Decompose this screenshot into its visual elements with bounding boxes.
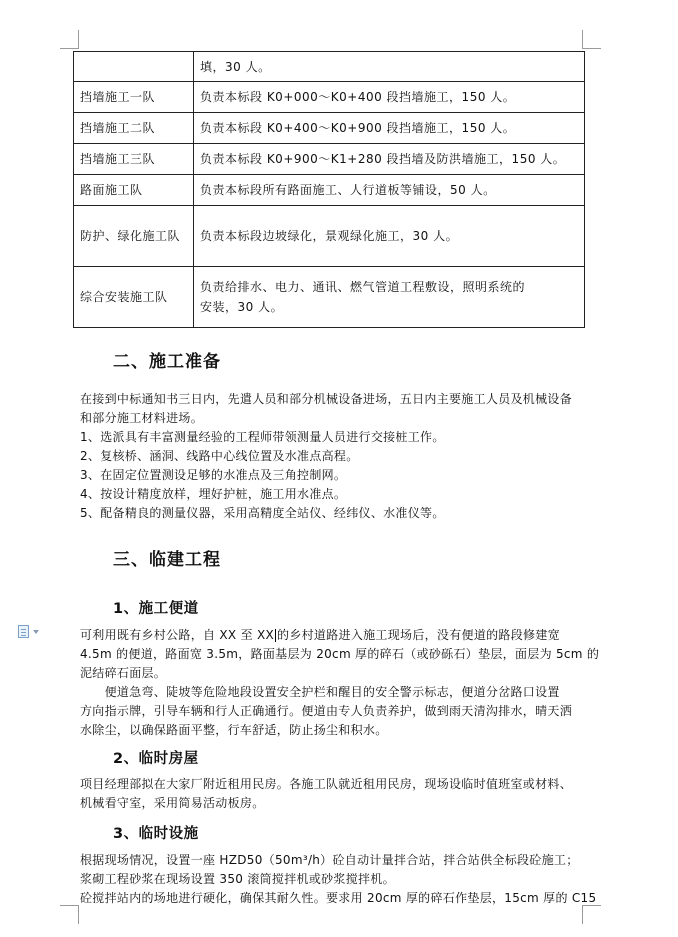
team-desc-cell: 负责本标段所有路面施工、人行道板等铺设，50 人。: [194, 175, 585, 206]
margin-doc-marker[interactable]: [18, 625, 39, 638]
paragraph-line: 项目经理部拟在大家厂附近租用民房。各施工队就近租用民房，现场设临时值班室或材料、: [80, 777, 573, 791]
sub1-body: [80, 626, 600, 740]
subsection-heading: 1、施工便道: [113, 601, 199, 617]
paragraph-line: 可利用既有乡村公路，自 XX 至 XX 的乡村道路进入施工现场后，没有便道的路段修建宽: [80, 628, 560, 642]
table-row: [74, 267, 585, 328]
table-row: [74, 82, 585, 113]
team-name-cell: 路面施工队: [74, 175, 194, 206]
team-desc-line: 安装，30 人。: [200, 300, 284, 314]
list-item: 5、配备精良的测量仪器，采用高精度全站仪、经纬仪、水准仪等。: [80, 506, 445, 520]
list-item: 4、按设计精度放样，埋好护桩，施工用水准点。: [80, 487, 347, 501]
sub3-body: [80, 851, 597, 908]
team-desc-cell: [194, 267, 585, 328]
list-item: 3、在固定位置测设足够的水准点及三角控制网。: [80, 468, 347, 482]
page-corner-mark: [582, 30, 601, 49]
table-row: [74, 52, 585, 82]
team-desc-cell: 负责本标段 K0+000～K0+400 段挡墙施工，150 人。: [194, 82, 585, 113]
page-corner-mark: [60, 905, 79, 924]
team-name-cell: 挡墙施工一队: [74, 82, 194, 113]
team-desc-cell: 填，30 人。: [194, 52, 585, 82]
sub2-body: [80, 775, 580, 813]
table-row: [74, 113, 585, 144]
team-name-cell: [74, 52, 194, 82]
text-cursor: [275, 629, 276, 642]
section-heading: 三、临建工程: [113, 550, 221, 570]
list-item: 1、选派具有丰富测量经验的工程师带领测量人员进行交接桩工作。: [80, 430, 445, 444]
paragraph-line: 根据现场情况，设置一座 HZD50（50m³/h）砼自动计量拌合站，拌合站供全标段砼施工；: [80, 853, 579, 867]
paragraph-line: 砼搅拌站内的场地进行硬化，确保其耐久性。要求用 20cm 厚的碎石作垫层，15cm 厚的 C15: [80, 891, 597, 905]
team-name-cell: 挡墙施工二队: [74, 113, 194, 144]
paragraph-line: 浆砌工程砂浆在现场设置 350 滚筒搅拌机或砂浆搅拌机。: [80, 872, 395, 886]
paragraph-line: 泥结碎石面层。: [80, 666, 167, 680]
chevron-down-icon: [33, 630, 39, 634]
paragraph-line: 水除尘，以确保路面平整，行车舒适，防止扬尘和积水。: [80, 723, 388, 737]
team-name-cell: 综合安装施工队: [74, 267, 194, 328]
subsection-heading: 2、临时房屋: [113, 751, 199, 767]
list-item: 2、复核桥、涵洞、线路中心线位置及水准点高程。: [80, 449, 359, 463]
team-desc-cell: 负责本标段 K0+900～K1+280 段挡墙及防洪墙施工，150 人。: [194, 144, 585, 175]
team-table: [73, 51, 585, 328]
section-heading: 二、施工准备: [113, 352, 221, 372]
table-row: [74, 144, 585, 175]
team-name-cell: 防护、绿化施工队: [74, 206, 194, 267]
page-corner-mark: [60, 30, 79, 49]
table-row: [74, 206, 585, 267]
paragraph-line: 机械看守室，采用简易活动板房。: [80, 796, 265, 810]
paragraph-line: 方向指示牌，引导车辆和行人正确通行。便道由专人负责养护，做到雨天清沟排水，晴天洒: [80, 704, 573, 718]
paragraph-line: 和部分施工材料进场。: [80, 411, 204, 425]
page-corner-mark: [582, 905, 601, 924]
team-desc-line: 负责给排水、电力、通讯、燃气管道工程敷设，照明系统的: [200, 280, 526, 294]
team-desc-cell: 负责本标段边坡绿化，景观绿化施工，30 人。: [194, 206, 585, 267]
section2-body: [80, 390, 580, 523]
table-row: [74, 175, 585, 206]
paragraph-line: 便道急弯、陡坡等危险地段设置安全护栏和醒目的安全警示标志，便道分岔路口设置: [80, 685, 560, 699]
team-name-cell: 挡墙施工三队: [74, 144, 194, 175]
document-icon: [18, 625, 29, 638]
subsection-heading: 3、临时设施: [113, 826, 199, 842]
team-desc-cell: 负责本标段 K0+400～K0+900 段挡墙施工，150 人。: [194, 113, 585, 144]
paragraph-line: 4.5m 的便道，路面宽 3.5m，路面基层为 20cm 厚的碎石（或砂砾石）垫层，面层为 5cm 的: [80, 647, 600, 661]
paragraph-line: 在接到中标通知书三日内，先遣人员和部分机械设备进场，五日内主要施工人员及机械设备: [80, 392, 573, 406]
